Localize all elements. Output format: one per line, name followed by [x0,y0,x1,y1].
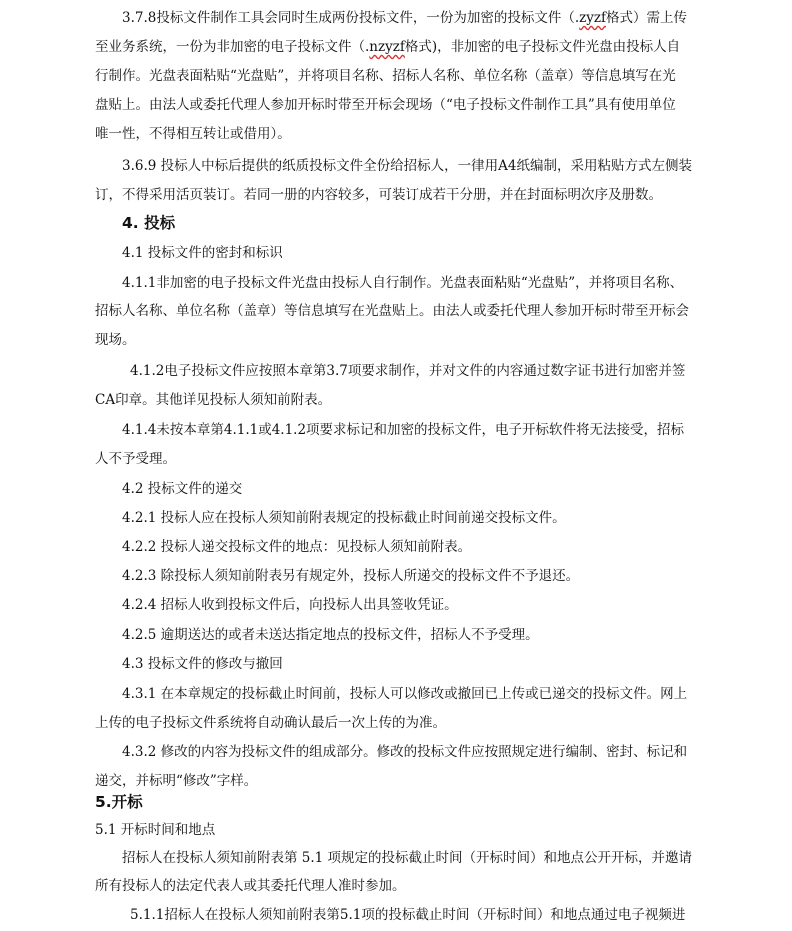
para-4-1-2-line-2: CA印章。其他详见投标人须知前附表。 [95,392,332,408]
para-3-7-8-line-2: 至业务系统，一份为非加密的电子投标文件（.nzyzf格式)，非加密的电子投标文件光盘由投标人自 [95,39,681,55]
section-4-3: 4.3 投标文件的修改与撤回 [122,656,283,672]
para-5-1-1-line-1: 5.1.1招标人在投标人须知前附表第5.1项的投标截止时间（开标时间）和地点通过电子视频进 [130,907,686,923]
section-4-1: 4.1 投标文件的密封和标识 [122,245,283,261]
para-4-3-2-line-1: 4.3.2 修改的内容为投标文件的组成部分。修改的投标文件应按照规定进行编制、密封、标记和 [122,744,688,760]
para-4-1-2-line-1: 4.1.2电子投标文件应按照本章第3.7项要求制作，并对文件的内容通过数字证书进行加密并签 [130,363,686,379]
para-3-7-8-line-3: 行制作。光盘表面粘贴“光盘贴”，并将项目名称、招标人名称、单位名称（盖章）等信息填写在光 [95,68,676,84]
para-3-7-8-line-5: 唯一性，不得相互转让或借用）。 [95,126,291,142]
para-4-2-1: 4.2.1 投标人应在投标人须知前附表规定的投标截止时间前递交投标文件。 [122,510,566,526]
para-4-2-5: 4.2.5 逾期送达的或者未送达指定地点的投标文件，招标人不予受理。 [122,627,539,643]
para-3-6-9-line-1: 3.6.9 投标人中标后提供的纸质投标文件全份给招标人，一律用A4纸编制，采用粘贴方式左侧装 [122,158,692,174]
para-4-1-4-line-1: 4.1.4未按本章第4.1.1或4.1.2项要求标记和加密的投标文件，电子开标软件将无法接受，招标 [122,422,685,438]
para-4-3-1-line-2: 上传的电子投标文件系统将自动确认最后一次上传的为准。 [95,715,446,731]
para-3-6-9-line-2: 订，不得采用活页装订。若同一册的内容较多，可装订成若干分册，并在封面标明次序及册数。 [95,187,662,203]
para-4-3-1-line-1: 4.3.1 在本章规定的投标截止时间前，投标人可以修改或撤回已上传或已递交的投标文件。网上 [122,686,688,702]
para-4-1-1-line-1: 4.1.1非加密的电子投标文件光盘由投标人自行制作。光盘表面粘贴“光盘贴”，并将项目名称、 [122,275,684,291]
para-4-1-4-line-2: 人不予受理。 [95,451,176,467]
para-4-2-3: 4.2.3 除投标人须知前附表另有规定外，投标人所递交的投标文件不予退还。 [122,568,580,584]
para-5-1-line-2: 所有投标人的法定代表人或其委托代理人准时参加。 [95,878,406,894]
para-4-2-4: 4.2.4 招标人收到投标文件后，向投标人出具签收凭证。 [122,597,458,613]
section-4-2: 4.2 投标文件的递交 [122,481,243,497]
para-4-1-1-line-2: 招标人名称、单位名称（盖章）等信息填写在光盘贴上。由法人或委托代理人参加开标时带至开标会 [95,303,689,319]
para-4-1-1-line-3: 现场。 [95,332,136,348]
para-5-1-line-1: 招标人在投标人须知前附表第 5.1 项规定的投标截止时间（开标时间）和地点公开开标，并邀请 [122,850,693,866]
heading-4: 4. 投标 [122,214,176,232]
para-4-2-2: 4.2.2 投标人递交投标文件的地点：见投标人须知前附表。 [122,539,472,555]
para-3-7-8-line-4: 盘贴上。由法人或委托代理人参加开标时带至开标会现场（“电子投标文件制作工具”具有使用单位 [95,97,676,113]
format-nzyzf: nzyzf [369,39,405,55]
para-3-7-8-line-1: 3.7.8投标文件制作工具会同时生成两份投标文件，一份为加密的投标文件（.zyzf格式）需上传 [122,10,687,26]
para-4-3-2-line-2: 递交，并标明“修改”字样。 [95,773,258,789]
format-zyzf: zyzf [579,10,606,26]
section-5-1: 5.1 开标时间和地点 [95,822,216,838]
heading-5: 5.开标 [95,793,143,811]
